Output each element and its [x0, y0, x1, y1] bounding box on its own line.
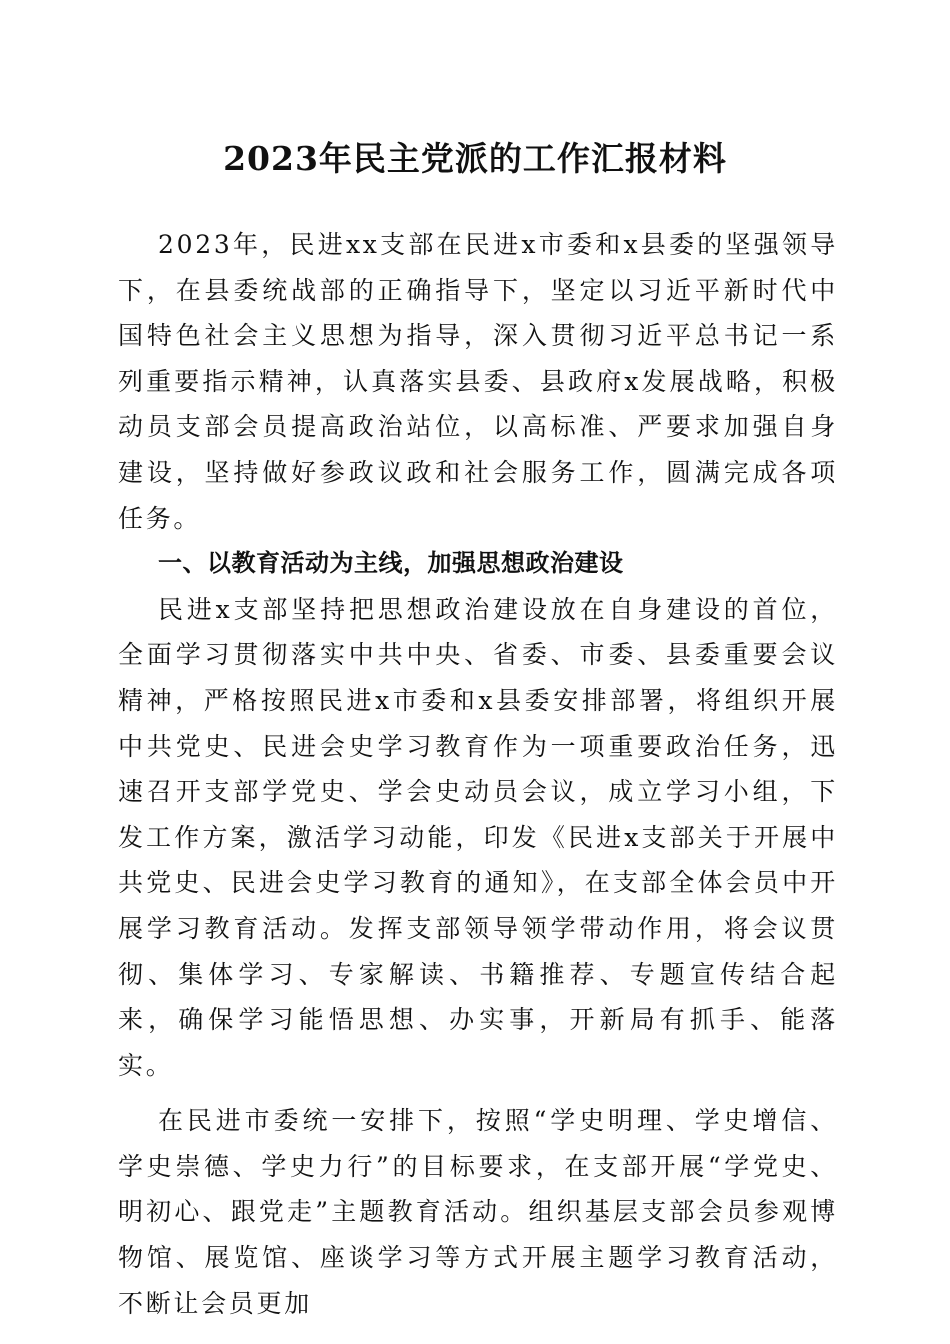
document-title: 2023年民主党派的工作汇报材料 [223, 139, 727, 178]
body-paragraph: 民进x支部坚持把思想政治建设放在自身建设的首位，全面学习贯彻落实中共中央、省委、市委、县委重要会议精神，严格按照民进x市委和x县委安排部署，将组织开展中共党史、民进会史学习教育作为一项重要政治任务，迅速召开支部学党史、学会史动员会议，成立学习小组，下发工作方案，激活学习动能，印发《民进x支部关于开展中共党史、民进会史学习教育的通知》，在支部全体会员中开展学习教育活动。发挥支部领导领学带动作用，将会议贯彻、集体学习、专家解读、书籍推荐、专题宣传结合起来，确保学习能悟思想、办实事，开新局有抓手、能落实。 [118, 594, 838, 1080]
intro-paragraph: 2023年，民进xx支部在民进x市委和x县委的坚强领导下，在县委统战部的正确指导下，坚定以习近平新时代中国特色社会主义思想为指导，深入贯彻习近平总书记一系列重要指示精神，认真落实县委、县政府x发展战略，积极动员支部会员提高政治站位，以高标准、严要求加强自身建设，坚持做好参政议政和社会服务工作，圆满完成各项任务。 [118, 230, 838, 533]
body-paragraph: 在民进市委统一安排下，按照“学史明理、学史增信、学史崇德、学史力行”的目标要求，在支部开展“学党史、明初心、跟党走”主题教育活动。组织基层支部会员参观博物馆、展览馆、座谈学习等方式开展主题学习教育活动，不断让会员更加 [118, 1106, 838, 1318]
document-body [118, 222, 838, 1326]
section-heading: 一、以教育活动为主线，加强思想政治建设 [158, 549, 624, 578]
